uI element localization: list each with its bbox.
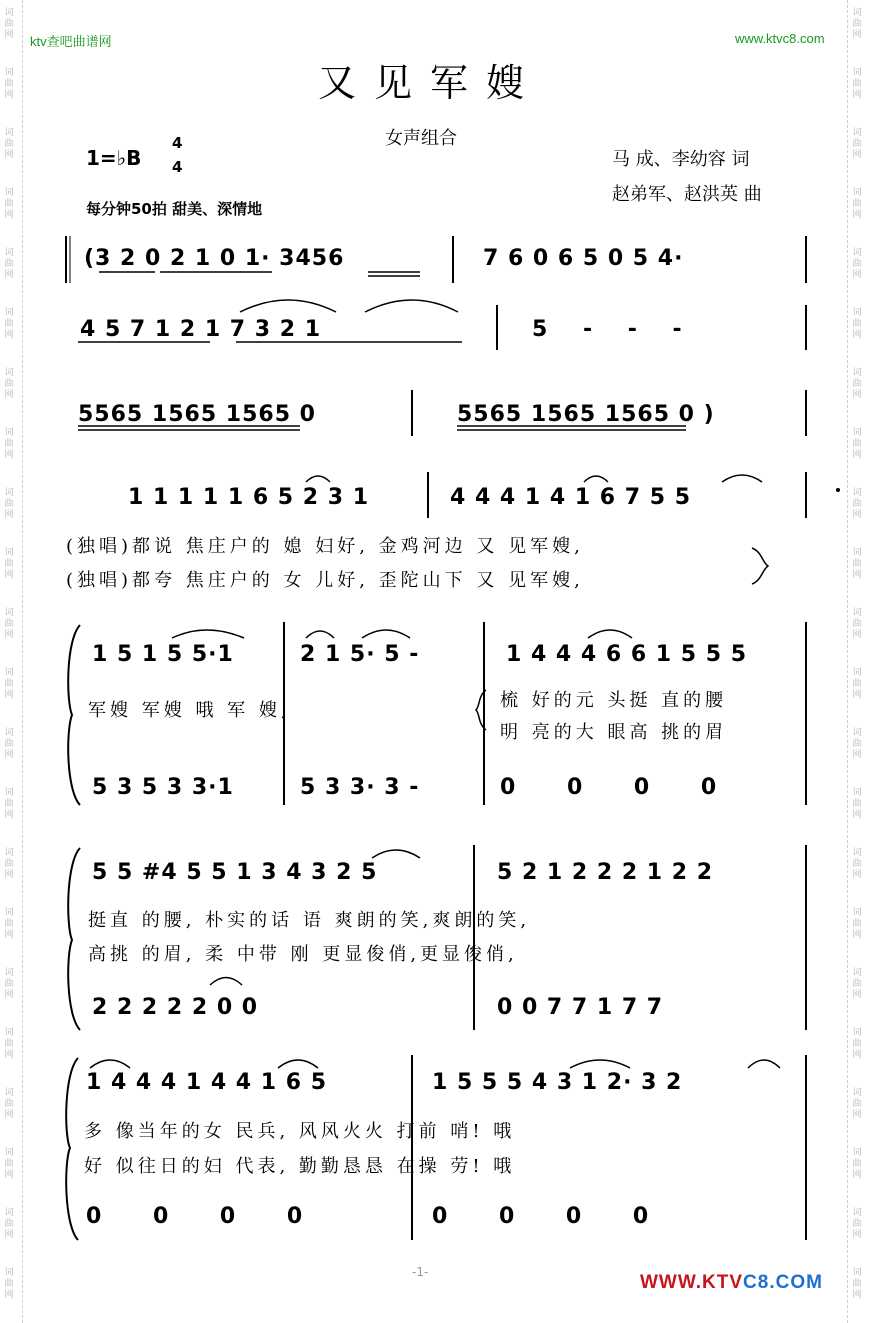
side-watermark-text: 词 曲 网 — [4, 368, 14, 400]
alto-row6-bar1: 2 2 2 2 2 0 0 — [92, 995, 259, 1020]
side-watermark-text: 词 曲 网 — [4, 1208, 14, 1240]
time-signature-bottom: 4 — [172, 158, 183, 176]
side-watermark-text: 词 曲 网 — [4, 8, 14, 40]
side-watermark-text: 词 曲 网 — [852, 68, 862, 100]
lyricist: 马 成、李幼容 词 — [612, 149, 750, 170]
side-watermark-text: 词 曲 网 — [852, 608, 862, 640]
system-brace — [68, 625, 80, 805]
notes-row7-bar2: 1 5 5 5 4 3 1 2· 3 2 — [432, 1070, 683, 1095]
brand-logo-part1: WWW.KTV — [640, 1272, 744, 1293]
side-watermark-text: 词 曲 网 — [852, 128, 862, 160]
lyrics-verse1-row4: (独唱)都说 焦庄户的 媳 妇好, 金鸡河边 又 见军嫂, — [66, 536, 584, 557]
side-watermark-text: 词 曲 网 — [852, 188, 862, 220]
side-watermark-text: 词 曲 网 — [4, 908, 14, 940]
side-watermark-text: 词 曲 网 — [4, 968, 14, 1000]
alto-row7-bar2: 0 0 0 0 — [432, 1204, 671, 1229]
side-watermark-text: 词 曲 网 — [852, 908, 862, 940]
notes-row6-bar1: 5 5 #4 5 5 1 3 4 3 2 5 — [92, 860, 378, 885]
system-brace — [66, 1058, 78, 1240]
side-watermark-text: 词 曲 网 — [4, 188, 14, 220]
notes-row3-bar1: 5565 1565 1565 0 — [78, 402, 316, 427]
side-watermark-text: 词 曲 网 — [4, 848, 14, 880]
notes-row5-bar1: 1 5 1 5 5·1 — [92, 642, 234, 667]
alto-row6-bar2: 0 0 7 7 1 7 7 — [497, 995, 664, 1020]
brand-logo-part2: C8.COM — [743, 1272, 823, 1293]
key-signature: 1=♭B — [86, 146, 142, 170]
alto-row7-bar1: 0 0 0 0 — [86, 1204, 325, 1229]
side-watermark-text: 词 曲 网 — [4, 1148, 14, 1180]
notes-row7-bar1: 1 4 4 4 1 4 4 1 6 5 — [86, 1070, 328, 1095]
side-watermark-text: 词 曲 网 — [4, 308, 14, 340]
notes-row1-bar1: (3 2 0 2 1 0 1· 3456 — [84, 246, 345, 271]
notes-row4-bar1: 1 1 1 1 1 6 5 2 3 1 — [128, 485, 370, 510]
side-watermark-text: 词 曲 网 — [852, 728, 862, 760]
alto-row5-bar3: 0 0 0 0 — [500, 775, 739, 800]
song-title: 又见军嫂 — [318, 61, 543, 105]
performer: 女声组合 — [385, 128, 457, 149]
side-watermark-text: 词 曲 网 — [852, 428, 862, 460]
alto-row5-bar1: 5 3 5 3 3·1 — [92, 775, 234, 800]
side-watermark-text: 词 曲 网 — [4, 128, 14, 160]
side-watermark-text: 词 曲 网 — [852, 1148, 862, 1180]
side-watermark-text: 词 曲 网 — [852, 668, 862, 700]
lyrics-verse1-row5: 梳 好的元 头挺 直的腰 — [500, 690, 728, 711]
lyrics-verse2-row5: 明 亮的大 眼高 挑的眉 — [500, 722, 728, 743]
side-watermark-text: 词 曲 网 — [852, 788, 862, 820]
side-watermark-text: 词 曲 网 — [4, 788, 14, 820]
notes-row5-bar2: 2 1 5· 5 - — [300, 642, 420, 667]
alto-row5-bar2: 5 3 3· 3 - — [300, 775, 420, 800]
lyrics-verse1-row6: 挺直 的腰, 朴实的话 语 爽朗的笑,爽朗的笑, — [88, 910, 531, 931]
tempo-marking: 每分钟50拍 甜美、深情地 — [86, 200, 263, 218]
lyrics-verse2-row7: 好 似往日的妇 代表, 勤勤恳恳 在操 劳! 哦 — [84, 1156, 516, 1177]
side-watermark-text: 词 曲 网 — [4, 1268, 14, 1300]
side-watermark-text: 词 曲 网 — [852, 1268, 862, 1300]
side-watermark-text: 词 曲 网 — [4, 68, 14, 100]
side-watermark-text: 词 曲 网 — [4, 1028, 14, 1060]
side-watermark-text: 词 曲 网 — [852, 8, 862, 40]
verse-brace — [752, 548, 768, 584]
lyrics-verse2-row4: (独唱)都夸 焦庄户的 女 儿好, 歪陀山下 又 见军嫂, — [66, 570, 584, 591]
notes-row6-bar2: 5 2 1 2 2 2 1 2 2 — [497, 860, 714, 885]
notes-row5-bar3: 1 4 4 4 6 6 1 5 5 5 — [506, 642, 748, 667]
lyrics-row5-shared: 军嫂 军嫂 哦 军 嫂, — [88, 700, 291, 721]
composer: 赵弟军、赵洪英 曲 — [612, 184, 762, 205]
time-signature-top: 4 — [172, 134, 183, 152]
notes-row2-bar1: 4 5 7 1 2 1 7 3 2 1 — [80, 317, 322, 342]
lyrics-verse2-row6: 高挑 的眉, 柔 中带 刚 更显俊俏,更显俊俏, — [88, 944, 518, 965]
page-number: -1- — [412, 1265, 429, 1279]
side-watermark-text: 词 曲 网 — [852, 1208, 862, 1240]
left-watermark-strip — [0, 0, 23, 1323]
side-watermark-text: 词 曲 网 — [852, 1088, 862, 1120]
side-watermark-text: 词 曲 网 — [852, 488, 862, 520]
site-name-left[interactable]: ktv查吧曲谱网 — [30, 34, 112, 49]
side-watermark-text: 词 曲 网 — [852, 848, 862, 880]
brand-logo[interactable] — [640, 1272, 823, 1294]
side-watermark-text: 词 曲 网 — [4, 428, 14, 460]
side-watermark-text: 词 曲 网 — [852, 968, 862, 1000]
side-watermark-text: 词 曲 网 — [4, 668, 14, 700]
side-watermark-text: 词 曲 网 — [4, 248, 14, 280]
side-watermark-text: 词 曲 网 — [852, 368, 862, 400]
side-watermark-text: 词 曲 网 — [4, 608, 14, 640]
system-brace — [68, 848, 80, 1030]
side-watermark-text: 词 曲 网 — [4, 548, 14, 580]
side-watermark-text: 词 曲 网 — [852, 308, 862, 340]
verse-brace — [476, 690, 486, 730]
side-watermark-text: 词 曲 网 — [852, 548, 862, 580]
notes-row4-bar2: 4 4 4 1 4 1 6 7 5 5 — [450, 485, 692, 510]
lyrics-verse1-row7: 多 像当年的女 民兵, 风风火火 打前 哨! 哦 — [84, 1121, 516, 1142]
right-watermark-strip — [847, 0, 870, 1323]
side-watermark-text: 词 曲 网 — [4, 1088, 14, 1120]
side-watermark-text: 词 曲 网 — [852, 1028, 862, 1060]
notes-row1-bar2: 7 6 0 6 5 0 5 4· — [483, 246, 684, 271]
side-watermark-text: 词 曲 网 — [4, 488, 14, 520]
notes-row2-bar2: 5 - - - — [532, 317, 696, 342]
side-watermark-text: 词 曲 网 — [4, 728, 14, 760]
side-watermark-text: 词 曲 网 — [852, 248, 862, 280]
site-url-right[interactable]: www.ktvc8.com — [735, 31, 825, 46]
notes-row3-bar2: 5565 1565 1565 0 ) — [457, 402, 715, 427]
